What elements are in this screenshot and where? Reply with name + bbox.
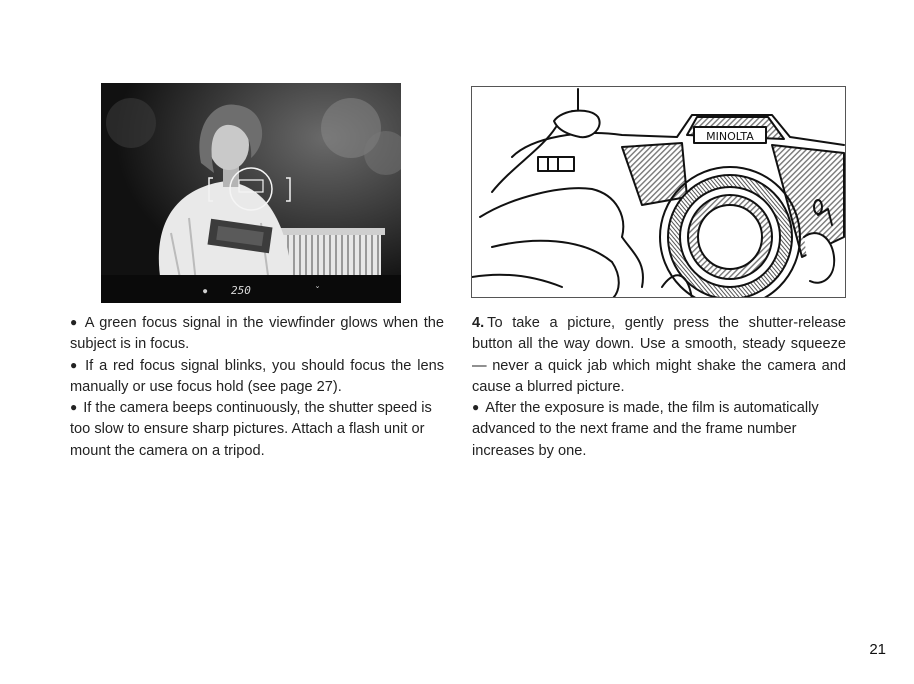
viewfinder-scene	[101, 83, 401, 303]
lens-glass	[698, 205, 762, 269]
step-number: 4.	[472, 315, 485, 331]
bullet-green-focus	[70, 313, 444, 356]
left-column	[70, 313, 444, 462]
bullet-dot: ●	[70, 400, 78, 415]
bullet-text: If a red focus signal blinks, you should focus the lens manually or use focus hold (see page 27).	[70, 357, 445, 395]
bullet-dot: ●	[472, 400, 480, 415]
bullet-dot: ●	[70, 315, 79, 329]
bullet-text: If the camera beeps continuously, the shutter speed is too slow to ensure sharp pictures. Attach a flash unit or mount the camera on a tripod.	[70, 400, 432, 459]
camera-drawing	[472, 87, 846, 298]
viewfinder-photo	[101, 83, 401, 303]
readout-shutter-speed: 250	[231, 284, 251, 297]
brand-logo: MINOLTA	[706, 130, 754, 143]
readout-indicator: ●	[203, 287, 208, 295]
bullet-camera-beeps	[70, 398, 444, 462]
readout-flag: ˇ	[315, 286, 320, 297]
bullet-dot: ●	[70, 357, 80, 372]
step-text: To take a picture, gently press the shutter-release button all the way down. Use a smooth, steady squeeze — never a quick jab which might shake the camera and cause a blurred picture.	[472, 315, 846, 395]
bullet-red-focus	[70, 356, 444, 399]
lcd-window	[538, 157, 574, 171]
page-number: 21	[869, 641, 886, 658]
bullet-auto-advance	[472, 398, 846, 462]
index-finger	[554, 111, 600, 138]
bullet-text: A green focus signal in the viewfinder glows when the subject is in focus.	[70, 315, 444, 353]
bullet-text: After the exposure is made, the film is automatically advanced to the next frame and the frame number increases by one.	[472, 400, 819, 459]
step-4-paragraph	[472, 313, 846, 398]
viewfinder-readout-bar	[101, 275, 401, 303]
camera-illustration	[471, 86, 846, 298]
right-column	[472, 313, 846, 462]
